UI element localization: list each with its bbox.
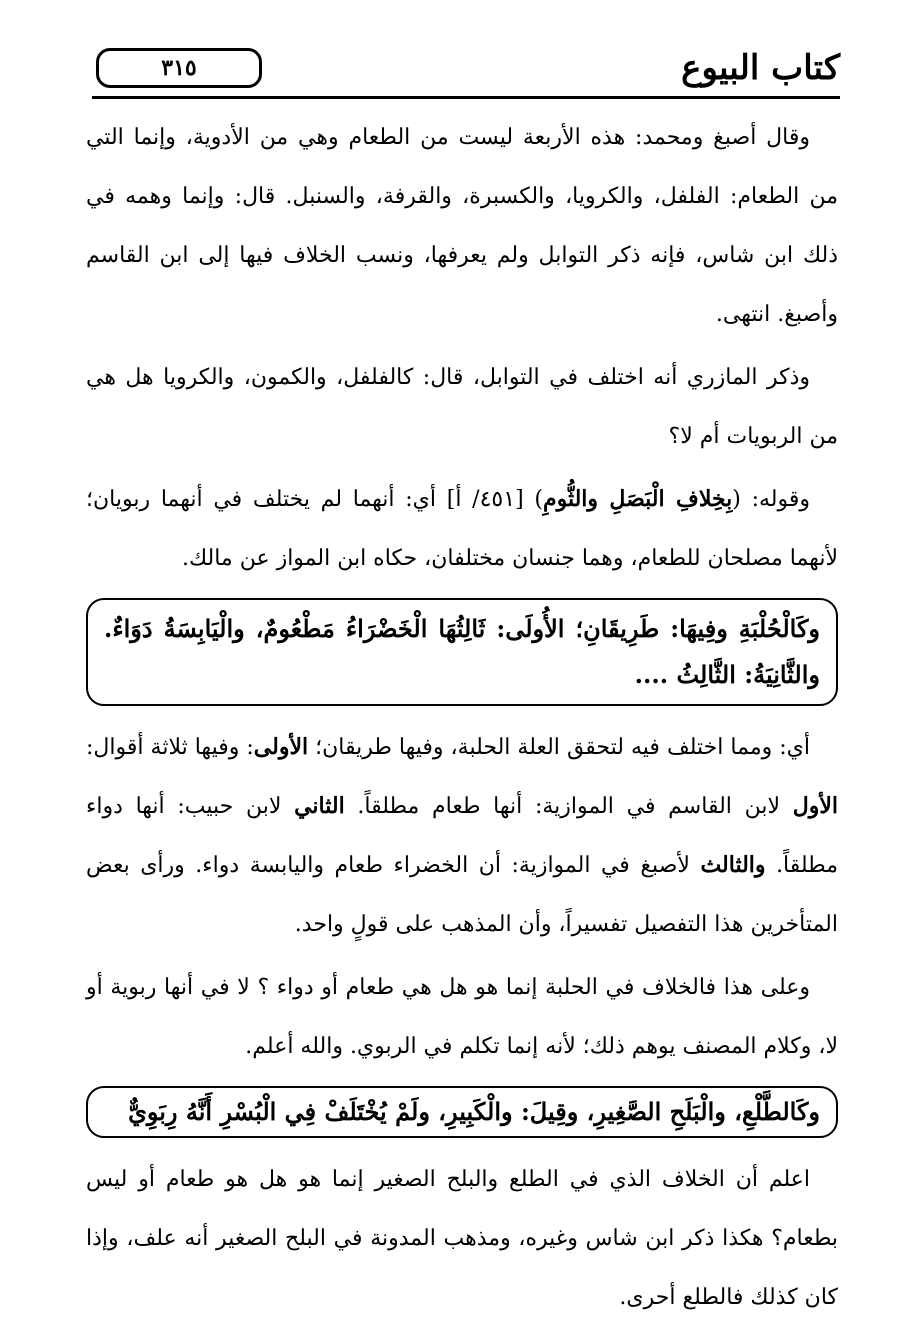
page-header	[92, 42, 840, 96]
paragraph-4-text-1: أي: ومما اختلف فيه لتحقق العلة الحلبة، وفيها طريقان؛	[308, 735, 810, 760]
paragraph-3-rest: أي: أنهما لم يختلف في أنهما ربويان؛ لأنهما مصلحان للطعام، وهما جنسان مختلفان، حكاه ابن المواز عن مالك.	[86, 487, 838, 571]
book-title: كتاب البيوع	[681, 48, 840, 88]
keyword-first-way: الأولى	[253, 734, 309, 760]
paragraph-5: وعلى هذا فالخلاف في الحلبة إنما هو هل هي طعام أو دواء ؟ لا في أنها ربوية أو لا، وكلام المصنف يوهم ذلك؛ لأنه إنما تكلم في الربوي. والله أعلم.	[86, 975, 838, 1059]
quoted-matn: بِخِلافِ الْبَصَلِ والثُّومِ	[542, 486, 733, 512]
paragraph-1: وقال أصبغ ومحمد: هذه الأربعة ليست من الطعام وهي من الأدوية، وإنما التي من الطعام: الفلفل، والكرويا، والكسبرة، والقرفة، والسنبل. قال: وإنما وهمه في ذلك ابن شاس، فإنه ذكر التوابل ولم يعرفها، ونسب الخلاف فيها إلى ابن القاسم وأصبغ. انتهى.	[86, 125, 839, 327]
page-number: ٣١٥	[96, 48, 262, 88]
paragraph-3-close: )	[534, 487, 543, 512]
matn-box-2: وكَالطَّلْعِ، والْبَلَحِ الصَّغِيرِ، وقِيلَ: والْكَبِيرِ، ولَمْ يُخْتَلَفْ فِي الْبُسْرِ أَنَّهُ رِبَوِيٌّ	[86, 1086, 838, 1138]
folio-reference: [٤٥١/ أ]	[436, 487, 535, 512]
paragraph-4-text-2: : وفيها ثلاثة أقوال:	[86, 735, 254, 760]
keyword-second-opinion: الثاني	[294, 793, 345, 819]
matn-box-1: وكَالْحُلْبَةِ وفِيهَا: طَرِيقَانِ؛ الأُولَى: ثَالِثُهَا الْخَضْرَاءُ مَطْعُومٌ، والْيَابِسَةُ دَوَاءٌ. والثَّانِيَةُ: الثَّالِثُ ....	[86, 598, 838, 706]
keyword-first-opinion: الأول	[792, 793, 838, 819]
paragraph-3-lead: وقوله: (	[732, 487, 811, 512]
paragraph-4	[86, 718, 838, 954]
page-body	[86, 108, 838, 1331]
keyword-third-opinion: والثالث	[700, 852, 766, 878]
paragraph-2: وذكر المازري أنه اختلف في التوابل، قال: كالفلفل، والكمون، والكرويا هل هي من الربويات أم لا؟	[86, 365, 838, 449]
header-divider	[92, 96, 840, 99]
paragraph-4-text-5: لأصبغ في الموازية: أن الخضراء طعام واليابسة دواء. ورأى بعض المتأخرين هذا التفصيل تفسيراً، وأن المذهب على قولٍ واحد.	[86, 853, 838, 937]
paragraph-3	[86, 470, 838, 588]
paragraph-6: اعلم أن الخلاف الذي في الطلع والبلح الصغير إنما هو هل هو طعام أو ليس بطعام؟ هكذا ذكر ابن شاس وغيره، ومذهب المدونة في البلح الصغير أنه علف، وإذا كان كذلك فالطلع أحرى.	[86, 1167, 839, 1310]
paragraph-4-text-4: لابن حبيب: أنها دواء مطلقاً.	[86, 794, 839, 878]
paragraph-4-text-3: لابن القاسم في الموازية: أنها طعام مطلقاً.	[344, 794, 793, 819]
